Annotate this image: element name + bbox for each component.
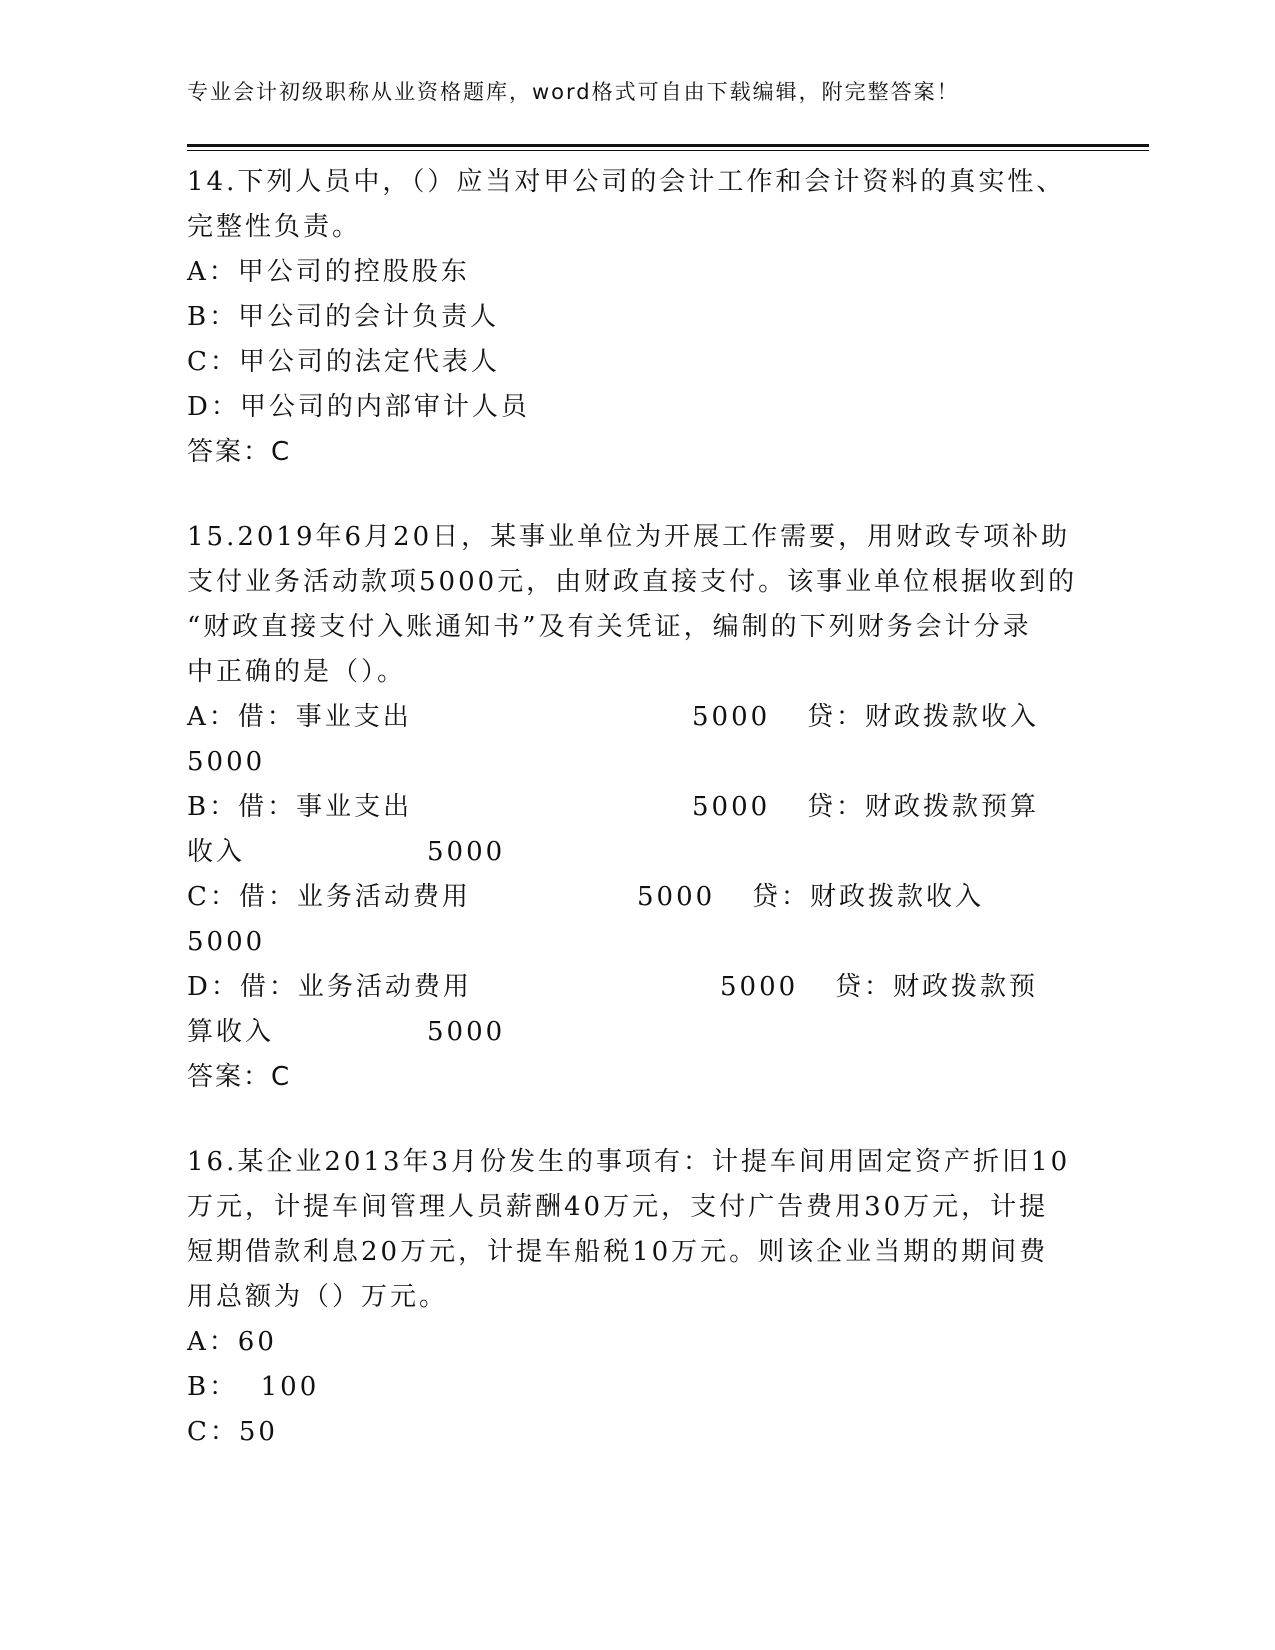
option-amount: 5000 [692, 702, 771, 732]
answer: 答案：C [187, 437, 292, 467]
answer: 答案：C [187, 1062, 292, 1092]
question-text: “财政直接支付入账通知书”及有关凭证，编制的下列财务会计分录 [187, 612, 1032, 642]
option-amount: 5000 [720, 972, 799, 1002]
option-credit: 贷：财政拨款收入 [752, 882, 985, 912]
option-c: C：甲公司的法定代表人 [187, 347, 500, 377]
option-continuation: 5000 [187, 747, 266, 777]
option-c: C：50 [187, 1417, 278, 1447]
option-continuation: 5000 [187, 927, 266, 957]
question-text: 中正确的是（）。 [187, 657, 407, 687]
option-continuation [187, 830, 1067, 875]
option-b: B： 100 [187, 1372, 320, 1402]
question-text: 16.某企业2013年3月份发生的事项有：计提车间用固定资产折旧10 [187, 1147, 1071, 1177]
question-text: 用总额为（）万元。 [187, 1282, 449, 1312]
question-14 [187, 160, 1067, 475]
header-rule-thin [187, 150, 1149, 151]
option-continuation-amount: 5000 [427, 837, 506, 867]
question-text: 短期借款利息20万元，计提车船税10万元。则该企业当期的期间费 [187, 1237, 1049, 1267]
question-text: 14.下列人员中，（）应当对甲公司的会计工作和会计资料的真实性、 [187, 167, 1066, 197]
option-b [187, 785, 1067, 830]
question-text: 万元，计提车间管理人员薪酬40万元，支付广告费用30万元，计提 [187, 1192, 1049, 1222]
question-16 [187, 1140, 1071, 1455]
option-continuation-text: 算收入 [187, 1017, 275, 1047]
option-c [187, 875, 1067, 920]
option-amount: 5000 [692, 792, 771, 822]
header-rule [187, 144, 1149, 147]
page-header: 专业会计初级职称从业资格题库，word格式可自由下载编辑，附完整答案！ [187, 80, 960, 104]
option-d [187, 965, 1067, 1010]
option-continuation-text: 收入 [187, 837, 246, 867]
option-credit: 贷：财政拨款预算 [807, 792, 1040, 822]
option-continuation [187, 1010, 1067, 1055]
question-text: 15.2019年6月20日，某事业单位为开展工作需要，用财政专项补助 [187, 522, 1071, 552]
option-a: A：60 [187, 1327, 277, 1357]
option-a: A：甲公司的控股股东 [187, 257, 470, 287]
question-text: 支付业务活动款项5000元，由财政直接支付。该事业单位根据收到的 [187, 567, 1078, 597]
option-credit: 贷：财政拨款收入 [807, 702, 1040, 732]
option-credit: 贷：财政拨款预 [835, 972, 1039, 1002]
option-debit: B：借：事业支出 [187, 792, 413, 822]
option-b: B：甲公司的会计负责人 [187, 302, 500, 332]
option-debit: C：借：业务活动费用 [187, 882, 471, 912]
option-debit: A：借：事业支出 [187, 702, 412, 732]
option-debit: D：借：业务活动费用 [187, 972, 472, 1002]
document-body [187, 160, 1078, 1455]
option-d: D：甲公司的内部审计人员 [187, 392, 530, 422]
option-continuation-amount: 5000 [427, 1017, 506, 1047]
option-amount: 5000 [637, 882, 716, 912]
option-a [187, 695, 1067, 740]
question-text: 完整性负责。 [187, 212, 362, 242]
question-15 [187, 515, 1078, 1100]
